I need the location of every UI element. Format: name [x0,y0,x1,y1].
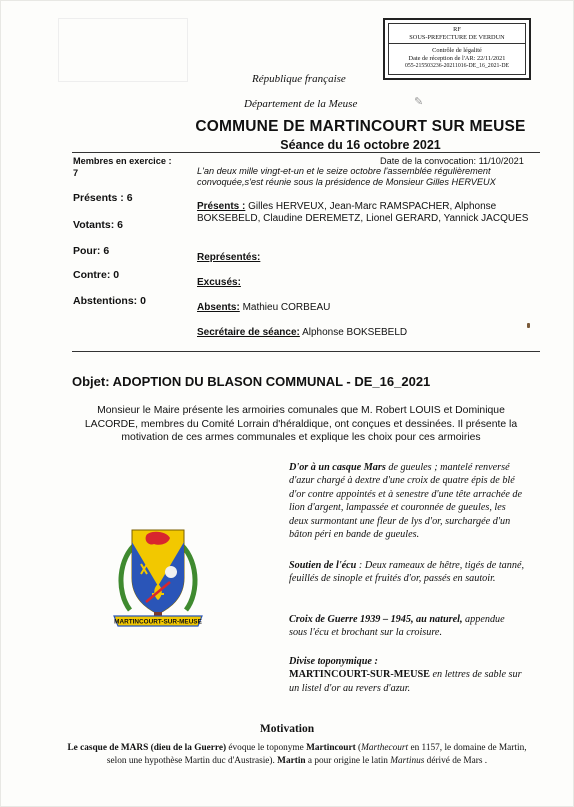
commune-title: COMMUNE DE MARTINCOURT SUR MEUSE [195,118,526,135]
blazon-devise [289,655,525,695]
motiv-seg-6: en 1157, le domaine de Martin, selon une hypothèse Martin duc d'Austrasie). [106,743,527,767]
motiv-seg-8: a pour origine le latin [305,756,391,767]
motiv-marthecourt: Marthecourt [361,743,409,753]
stat-pour: Pour: 6 [73,245,110,257]
blazon-bold-2: Soutien de l'écu [289,560,357,571]
motiv-martinus: Martinus [390,756,425,767]
stat-abstentions: Abstentions: 0 [73,295,146,307]
stamp-prefecture: SOUS-PREFECTURE DE VERDUN [389,34,525,44]
blazon-text-1: de gueules ; mantelé renversé d'azur chargé à dextre d'une croix de quatre épis de blé d'or contre appointés et à senestre d'une tête arrachée de lion d'argent, lampassée et couronnée de gueules, les deux surmontant une fleur de lys d'or, surchargée d'un bâton péri en bande de gueules. [289,462,523,541]
intro-paragraph: Monsieur le Maire présente les armoiries comunales que M. Robert LOUIS et Dominique LACORDE, membres du Comité Lorrain d'héraldique, ont conçues et dessinées. Il présente la motivation de ces armes communales et explique les choix pour ces armoiries [84,405,518,443]
stamp-date: Date de réception de l'AR: 22/11/2021 [408,55,506,62]
absents-names: Mathieu CORBEAU [242,302,331,313]
motiv-martin: Martin [277,756,306,767]
secretaire-name: Alphonse BOKSEBELD [302,327,408,338]
departement-label: Département de la Meuse [244,98,358,110]
blazon-support [289,559,525,586]
motivation-title: Motivation [259,723,315,735]
absents-block [197,302,330,314]
stat-votants: Votants: 6 [73,219,123,231]
blazon-bold-3: Croix de Guerre 1939 – 1945, au naturel, [289,614,463,625]
crest-banner-text: MARTINCOURT-SUR-MEUSE [114,618,202,626]
stat-contre: Contre: 0 [73,269,120,281]
stat-presents: Présents : 6 [73,192,133,204]
republique-label: République française [252,73,346,85]
motivation-text [64,742,530,768]
secretaire-label: Secrétaire de séance: [197,327,300,338]
representes-label: Représentés: [197,252,261,263]
presents-label: Présents : [197,201,246,212]
motiv-casque: Le casque de MARS (dieu de la Guerre) [67,743,227,753]
membres-value: 7 [73,168,79,178]
date-convocation: Date de la convocation: 11/10/2021 [380,156,524,166]
membres-label: Membres en exercice : [73,156,172,166]
prefecture-stamp [383,18,531,80]
motiv-seg-10: dérivé de Mars . [424,756,488,767]
blazon-text-2: : Deux rameaux de hêtre, tigés de tanné, feuillés de sinople et fruités d'or, passés en sautoir. [289,560,525,585]
secretaire-block [197,327,407,339]
blazon-text-4: en lettres de sable sur un listel d'or au revers d'azur. [289,669,522,694]
blazon-bold-1: D'or à un casque Mars [289,462,386,473]
bottom-rule [72,351,540,352]
speck [527,323,530,328]
stamp-controle: Contrôle de légalité [432,47,482,54]
motiv-seg-4: ( [355,743,362,753]
faded-stamp-outline [58,18,188,82]
seance-intro: L'an deux mille vingt-et-un et le seize octobre l'assemblée régulièrement convoquée,s'est réunie sous la présidence de Monsieur Gilles HERVEUX [197,166,496,187]
blazon-text-3: appendue sous l'écu et brochant sur la croisure. [289,614,505,639]
seance-title: Séance du 16 octobre 2021 [280,138,441,152]
motiv-seg-2: évoque le toponyme [226,743,307,753]
presents-names: Gilles HERVEUX, Jean-Marc RAMSPACHER, Alphonse BOKSEBELD, Claudine DEREMETZ, Lionel GERARD, Yannick JACQUES [197,201,529,224]
objet-title: Objet: ADOPTION DU BLASON COMMUNAL - DE_16_2021 [72,374,431,389]
absents-label: Absents: [197,302,240,313]
stamp-rf: RF [453,26,461,33]
presents-block [197,201,542,224]
stamp-reference: 055-215503236-20211016-DE_16_2021-DE [404,63,510,69]
top-rule [72,152,540,153]
blazon-description [289,461,525,541]
blazon-croix [289,613,525,640]
motiv-martincourt: Martincourt [306,743,356,753]
blazon-bold-4: Divise toponymique : [289,656,378,667]
pen-mark: ✎ [414,96,424,108]
blazon-name: MARTINCOURT-SUR-MEUSE [289,669,430,681]
coat-of-arms-image [108,522,208,630]
excuses-label: Excusés: [197,277,241,288]
